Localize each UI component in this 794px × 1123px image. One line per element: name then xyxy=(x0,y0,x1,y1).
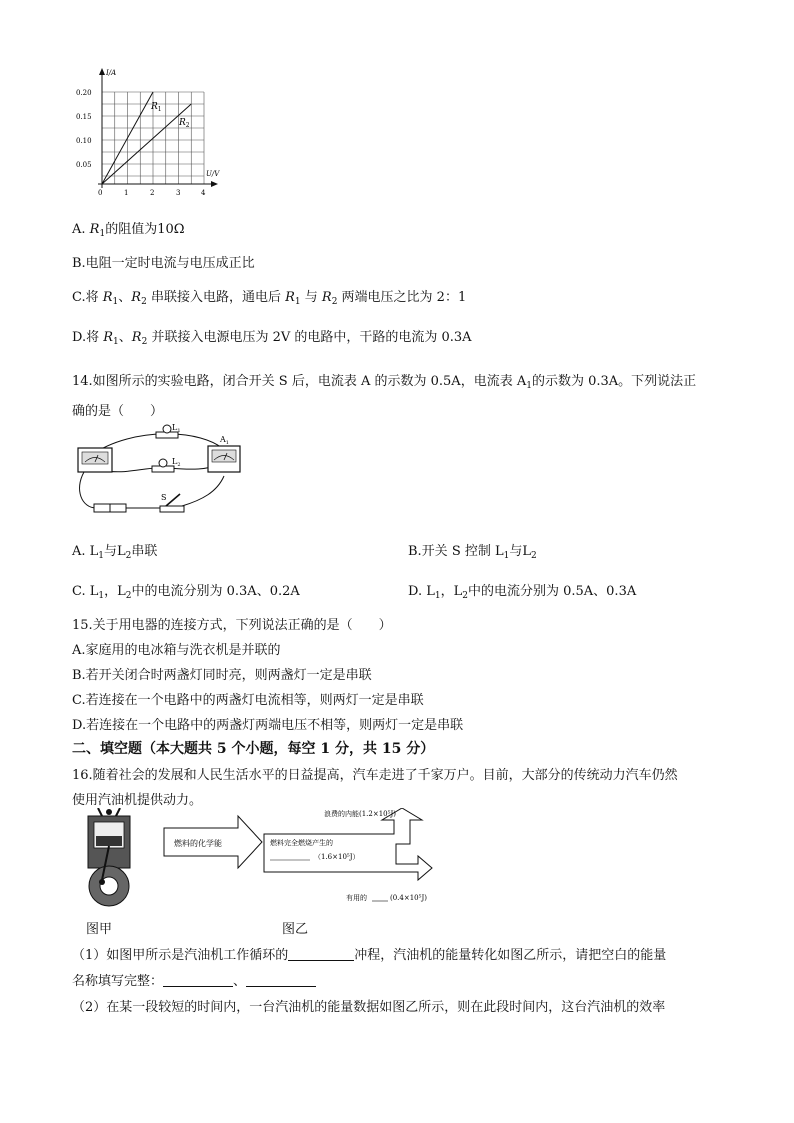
waste-label: 浪费的内能(1.2×10⁵J) xyxy=(324,810,396,818)
q15-option-d[interactable]: D.若连接在一个电路中的两盏灯两端电压不相等，则两灯一定是串联 xyxy=(72,718,464,733)
q16-stem-line2: 使用汽油机提供动力。 xyxy=(72,793,203,808)
q14-option-c[interactable]: C. $L_1$，$L_2$中的电流分别为 0.3A、0.2A xyxy=(72,584,300,601)
r2-label: $R_2$ xyxy=(179,118,190,129)
r1-label: $R_1$ xyxy=(151,102,162,113)
x-axis-label: U/V xyxy=(206,170,220,178)
q16-part2: （2）在某一段较短的时间内，一台汽油机的能量数据如图乙所示，则在此段时间内，这台汽油机的效率 xyxy=(72,1000,666,1015)
q13-option-c[interactable]: C.将 $R_1$、$R_2$ 串联接入电路，通电后 $R_1$ 与 $R_2$ 两端电压之比为 2：1 xyxy=(72,290,467,307)
y-axis-arrow xyxy=(99,68,105,75)
ammeter-a xyxy=(78,448,112,472)
y-tick-label: 0.10 xyxy=(76,137,92,145)
fuel-label: 燃料的化学能 xyxy=(174,839,222,848)
q16-part1-line1: （1）如图甲所示是汽油机工作循环的 冲程，汽油机的能量转化如图乙所示，请把空白的能量 xyxy=(72,948,667,963)
iu-graph xyxy=(72,62,222,202)
q13-option-b[interactable]: B.电阻一定时电流与电压成正比 xyxy=(72,256,255,271)
label-s: S xyxy=(161,493,167,502)
q14-option-a[interactable]: A. $L_1$与$L_2$串联 xyxy=(72,544,158,561)
q14-option-b[interactable]: B.开关 S 控制 $L_1$与$L_2$ xyxy=(408,544,537,561)
useful-value: (0.4×10⁵J) xyxy=(390,894,427,902)
x-tick-label: 2 xyxy=(150,189,155,197)
caption-figure-a: 图甲 xyxy=(86,922,113,937)
stroke-blank[interactable] xyxy=(288,948,354,961)
lamp-l2 xyxy=(152,459,174,472)
y-axis-label: I/A xyxy=(106,69,117,77)
label-l1: $L_1$ xyxy=(172,423,181,434)
q16-part1-line2: 名称填写完整： 、 xyxy=(72,970,316,989)
x-tick-label: 0 xyxy=(98,189,103,197)
q14-stem-line2: 确的是（ ） xyxy=(72,404,164,419)
q15-option-b[interactable]: B.若开关闭合时两盏灯同时亮，则两盏灯一定是串联 xyxy=(72,668,372,683)
x-tick-label: 4 xyxy=(201,189,206,197)
section-heading: 二、填空题（本大题共 5 个小题，每空 1 分，共 15 分） xyxy=(72,741,435,757)
q16-stem-line1: 16.随着社会的发展和人民生活水平的日益提高，汽车走进了千家万户。目前，大部分的传统动力汽车仍然 xyxy=(72,768,678,783)
q14-stem-line1: 14.如图所示的实验电路，闭合开关 S 后，电流表 A 的示数为 0.5A，电流表 $A_1$的示数为 0.3A。下列说法正 xyxy=(72,374,697,391)
x-axis-arrow xyxy=(211,181,218,187)
y-tick-label: 0.05 xyxy=(76,161,92,169)
q15-option-c[interactable]: C.若连接在一个电路中的两盏灯电流相等，则两灯一定是串联 xyxy=(72,693,424,708)
circuit-diagram xyxy=(72,420,252,520)
x-tick-label: 1 xyxy=(124,189,129,197)
label-l2: $L_2$ xyxy=(172,457,181,468)
y-tick-label: 0.20 xyxy=(76,89,92,97)
label-a1: $A_1$ xyxy=(220,435,229,446)
q14-option-d[interactable]: D. $L_1$，$L_2$中的电流分别为 0.5A、0.3A xyxy=(408,584,637,601)
q15-option-a[interactable]: A.家庭用的电冰箱与洗衣机是并联的 xyxy=(72,643,281,658)
caption-figure-b: 图乙 xyxy=(282,922,309,937)
q13-option-a[interactable]: A. $R_1$的阻值为10Ω xyxy=(72,222,185,239)
q13-option-d[interactable]: D.将 $R_1$、$R_2$ 并联接入电源电压为 2V 的电路中，干路的电流为 0.3A xyxy=(72,330,472,347)
burn-label: 燃料完全燃烧产生的 xyxy=(270,839,333,847)
burn-value: （1.6×10⁵J） xyxy=(314,853,360,861)
energy-name-blank-2[interactable] xyxy=(246,974,316,987)
useful-label: 有用的 xyxy=(346,894,367,902)
energy-name-blank-1[interactable] xyxy=(163,974,233,987)
battery xyxy=(94,504,126,512)
q15-stem: 15.关于用电器的连接方式，下列说法正确的是（ ） xyxy=(72,618,392,633)
y-tick-label: 0.15 xyxy=(76,113,92,121)
ammeter-a1 xyxy=(208,446,240,472)
x-tick-label: 3 xyxy=(176,189,181,197)
energy-flow-diagram xyxy=(160,808,460,910)
engine-illustration xyxy=(72,808,152,910)
